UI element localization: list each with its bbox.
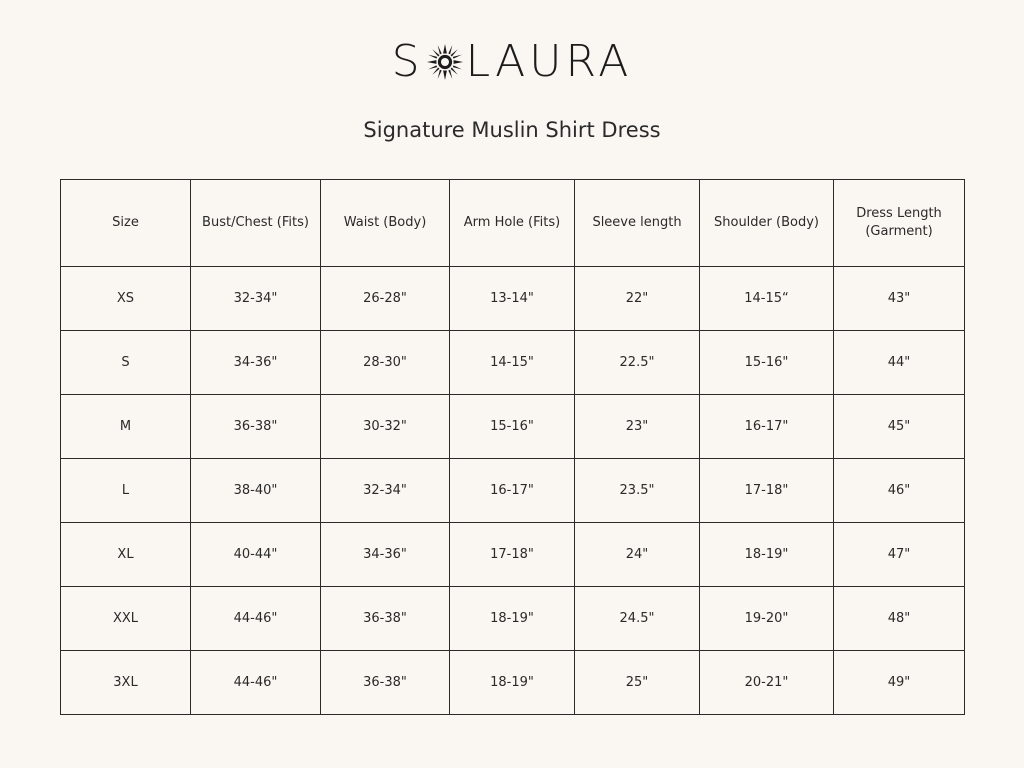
table-cell: 40-44" [191, 523, 321, 587]
table-row [61, 267, 965, 331]
table-body [61, 267, 965, 715]
table-cell: 17-18" [700, 459, 834, 523]
table-cell: M [61, 395, 191, 459]
table-cell: 28-30" [321, 331, 450, 395]
header-cell-sleeve-length: Sleeve length [575, 180, 700, 267]
table-cell: 14-15“ [700, 267, 834, 331]
table-cell: 16-17" [700, 395, 834, 459]
table-cell: 48" [834, 587, 965, 651]
brand-logo-text [391, 36, 633, 87]
table-row [61, 331, 965, 395]
table-cell: 32-34" [191, 267, 321, 331]
table-cell: 34-36" [321, 523, 450, 587]
table-cell: 26-28" [321, 267, 450, 331]
header-cell-bust: Bust/Chest (Fits) [191, 180, 321, 267]
table-cell: 46" [834, 459, 965, 523]
table-cell: 49" [834, 651, 965, 715]
table-cell: 24.5" [575, 587, 700, 651]
table-cell: 32-34" [321, 459, 450, 523]
table-row [61, 523, 965, 587]
table-row [61, 459, 965, 523]
header-cell-size: Size [61, 180, 191, 267]
size-chart-table [60, 179, 965, 715]
table-cell: 15-16" [450, 395, 575, 459]
table-cell: 3XL [61, 651, 191, 715]
table-cell: 47" [834, 523, 965, 587]
table-cell: S [61, 331, 191, 395]
header-cell-dress-length: Dress Length (Garment) [834, 180, 965, 267]
table-cell: 17-18" [450, 523, 575, 587]
table-cell: 34-36" [191, 331, 321, 395]
header-cell-shoulder: Shoulder (Body) [700, 180, 834, 267]
table-cell: 36-38" [321, 651, 450, 715]
table-cell: 24" [575, 523, 700, 587]
header-cell-waist: Waist (Body) [321, 180, 450, 267]
table-cell: 36-38" [191, 395, 321, 459]
table-cell: 14-15" [450, 331, 575, 395]
table-cell: 38-40" [191, 459, 321, 523]
page-title: Signature Muslin Shirt Dress [363, 118, 661, 142]
logo-prefix: S [391, 36, 424, 87]
table-cell: 36-38" [321, 587, 450, 651]
table-cell: L [61, 459, 191, 523]
table-cell: 22" [575, 267, 700, 331]
header-cell-arm-hole: Arm Hole (Fits) [450, 180, 575, 267]
table-cell: 18-19" [700, 523, 834, 587]
table-cell: 44" [834, 331, 965, 395]
table-cell: 15-16" [700, 331, 834, 395]
table-cell: 44-46" [191, 651, 321, 715]
table-cell: 44-46" [191, 587, 321, 651]
table-cell: 13-14" [450, 267, 575, 331]
table-cell: 43" [834, 267, 965, 331]
brand-logo [0, 36, 1024, 87]
table-cell: 18-19" [450, 587, 575, 651]
table-cell: 19-20" [700, 587, 834, 651]
header-row [61, 180, 965, 267]
table-cell: XS [61, 267, 191, 331]
table-row [61, 395, 965, 459]
table-cell: 18-19" [450, 651, 575, 715]
table-cell: 23" [575, 395, 700, 459]
table-cell: 20-21" [700, 651, 834, 715]
table-cell: XL [61, 523, 191, 587]
logo-suffix: LAURA [465, 36, 633, 87]
table-cell: 25" [575, 651, 700, 715]
table-cell: 22.5" [575, 331, 700, 395]
table-header [61, 180, 965, 267]
table-cell: 16-17" [450, 459, 575, 523]
sun-icon [426, 43, 464, 81]
table-cell: 30-32" [321, 395, 450, 459]
table-cell: XXL [61, 587, 191, 651]
table-row [61, 587, 965, 651]
table-cell: 45" [834, 395, 965, 459]
table-cell: 23.5" [575, 459, 700, 523]
table-row [61, 651, 965, 715]
